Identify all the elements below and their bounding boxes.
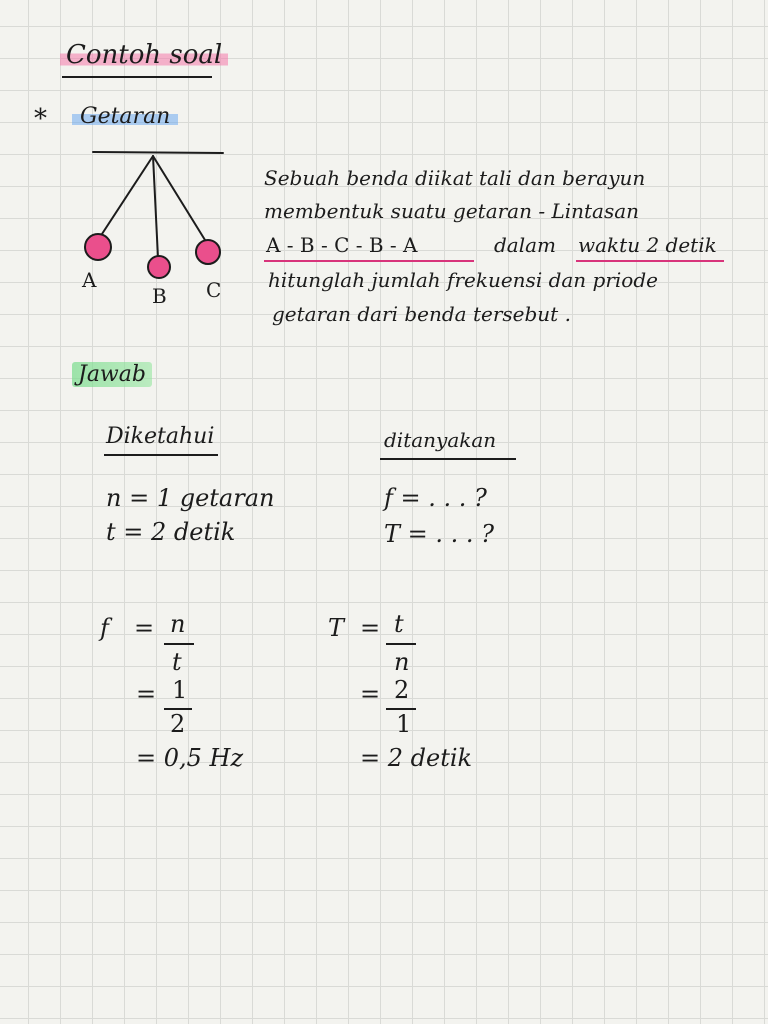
bob-b — [148, 256, 170, 278]
problem-line-1: Sebuah benda diikat tali dan berayun — [264, 166, 646, 190]
label-c: C — [206, 278, 222, 302]
pivot-bar — [93, 152, 223, 153]
calc-T-lhs: T — [328, 614, 345, 642]
problem-line-3-path: A - B - C - B - A — [266, 233, 418, 257]
label-b: B — [152, 284, 167, 308]
calc-T-fraction-bar-1 — [386, 643, 416, 645]
problem-line-3-end: waktu 2 detik — [578, 233, 717, 257]
calc-f-lhs: f — [100, 614, 109, 642]
pendulum-drawing — [93, 152, 223, 258]
calc-T-eq2: = — [360, 680, 381, 708]
calc-T-den2: 1 — [396, 710, 412, 738]
topic-label: Getaran — [72, 104, 178, 129]
known-header: Diketahui — [106, 424, 215, 449]
calc-T-num2: 2 — [394, 676, 410, 704]
page-title: Contoh soal — [60, 40, 228, 70]
bob-a — [85, 234, 111, 260]
calc-f-result: = 0,5 Hz — [136, 744, 244, 772]
bullet-icon: * — [34, 104, 47, 134]
problem-line-2: membentuk suatu getaran - Lintasan — [264, 199, 640, 223]
asked-header: ditanyakan — [384, 428, 497, 452]
problem-line-4: hitunglah jumlah frekuensi dan priode — [268, 268, 658, 292]
path-underline — [264, 260, 474, 262]
calc-f-fraction-bar-1 — [164, 643, 194, 645]
calc-f-eq: = — [134, 614, 155, 642]
known-t: t = 2 detik — [106, 518, 236, 546]
string-a — [100, 156, 153, 237]
calc-T-eq: = — [360, 614, 381, 642]
bob-c — [196, 240, 220, 264]
string-b — [153, 156, 158, 258]
calc-f-eq2: = — [136, 680, 157, 708]
calc-T-num1: t — [394, 610, 404, 638]
asked-f: f = . . . ? — [384, 484, 487, 512]
title-underline — [62, 76, 212, 78]
known-header-underline — [104, 454, 218, 456]
calc-f-den2: 2 — [170, 710, 186, 738]
string-c — [153, 156, 205, 240]
asked-header-underline — [380, 458, 516, 460]
calc-T-result: = 2 detik — [360, 744, 473, 772]
time-underline — [576, 260, 724, 262]
answer-label: Jawab — [72, 362, 152, 387]
calc-f-num2: 1 — [172, 676, 188, 704]
calc-f-num1: n — [170, 610, 186, 638]
label-a: A — [82, 268, 97, 292]
calc-f-den1: t — [172, 648, 182, 676]
problem-line-3-mid: dalam — [494, 233, 557, 257]
problem-line-5: getaran dari benda tersebut . — [272, 302, 571, 326]
asked-T: T = . . . ? — [384, 520, 495, 548]
known-n: n = 1 getaran — [106, 484, 275, 512]
calc-T-den1: n — [394, 648, 410, 676]
